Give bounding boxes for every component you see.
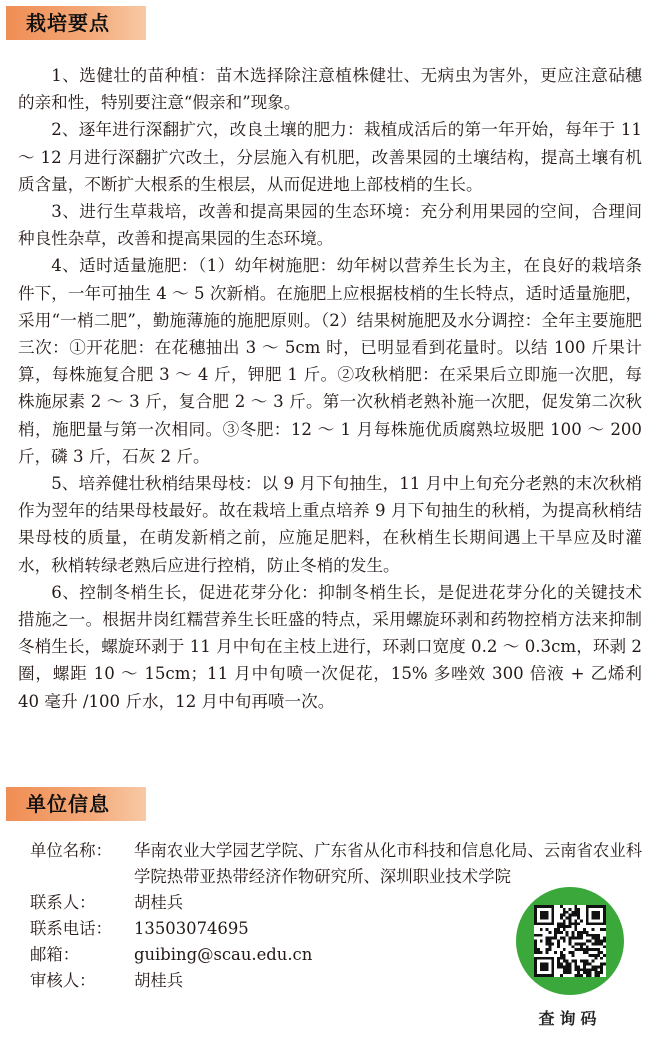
contact-value: 胡桂兵: [134, 893, 184, 912]
paragraph-2: 2、逐年进行深翻扩穴，改良土壤的肥力：栽植成活后的第一年开始，每年于 11 ～ 12 月进行深翻扩穴改土，分层施入有机肥，改善果园的土壤结构，提高土壤有机质含量，不断扩大根系的生根层，从而促进地上部枝梢的生长。: [18, 120, 642, 194]
paragraph-6: 6、控制冬梢生长，促进花芽分化：抑制冬梢生长，是促进花芽分化的关键技术措施之一。根据井岗红糯营养生长旺盛的特点，采用螺旋环剥和药物控梢方法来抑制冬梢生长，螺旋环剥于 11 月中旬在主枝上进行，环剥口宽度 0.2 ～ 0.3cm，环剥 2 圈，螺距 10 ～ 15cm；11 月中旬喷一次促花，15% 多唑效 300 倍液 + 乙烯利 40 毫升 /100 斤水，12 月中旬再喷一次。: [18, 582, 642, 711]
email-label: 邮箱：: [30, 945, 80, 964]
paragraph-4: 4、适时适量施肥：（1）幼年树施肥：幼年树以营养生长为主，在良好的栽培条件下，一年可抽生 4 ～ 5 次新梢。在施肥上应根据枝梢的生长特点，适时适量施肥，采用“一梢二肥”，勤施薄施的施肥原则。（2）结果树施肥及水分调控：全年主要施肥三次：①开花肥：在花穗抽出 3 ～ 5cm 时，已明显看到花量时。以结 100 斤果计算，每株施复合肥 3 ～ 4 斤，钾肥 1 斤。②攻秋梢肥：在采果后立即施一次肥，每株施尿素 2 ～ 3 斤，复合肥 2 ～ 3 斤。第一次秋梢老熟补施一次肥，促发第二次秋梢，施肥量与第一次相同。③冬肥：12 ～ 1 月每株施优质腐熟垃圾肥 100 ～ 200 斤，磷 3 斤，石灰 2 斤。: [18, 256, 642, 466]
phone-value: 13503074695: [134, 919, 249, 938]
qr-code-icon[interactable]: [534, 905, 606, 977]
qr-caption: 查询码: [538, 1009, 602, 1028]
phone-label: 联系电话：: [30, 919, 112, 938]
paragraph-5: 5、培养健壮秋梢结果母枝：以 9 月下旬抽生，11 月中上旬充分老熟的末次秋梢作为翌年的结果母枝最好。故在栽培上重点培养 9 月下旬抽生的秋梢，为提高秋梢结果母枝的质量，在萌发新梢之前，应施足肥料，在秋梢生长期间遇上干旱应及时灌水，秋梢转绿老熟后应进行控梢，防止冬梢的发生。: [18, 474, 642, 575]
paragraph-3: 3、进行生草栽培，改善和提高果园的生态环境：充分利用果园的空间，合理间种良性杂草，改善和提高果园的生态环境。: [18, 202, 642, 249]
contact-label: 联系人：: [30, 893, 96, 912]
org-label: 单位名称：: [30, 841, 112, 860]
org-value: 华南农业大学园艺学院、广东省从化市科技和信息化局、云南省农业科学院热带亚热带经济作物研究所、深圳职业技术学院: [134, 841, 643, 886]
reviewer-label: 审核人：: [30, 971, 96, 990]
query-code: [515, 887, 625, 1032]
email-value[interactable]: guibing@scau.edu.cn: [134, 945, 313, 964]
unit-info-section-heading: 单位信息: [6, 787, 146, 821]
cultivation-body: [18, 62, 642, 715]
org-row: [30, 838, 644, 890]
reviewer-value: 胡桂兵: [134, 971, 184, 990]
paragraph-1: 1、选健壮的苗种植：苗木选择除注意植株健壮、无病虫为害外，更应注意砧穗的亲和性，特别要注意“假亲和”现象。: [18, 66, 642, 113]
cultivation-section-heading: 栽培要点: [6, 6, 146, 40]
